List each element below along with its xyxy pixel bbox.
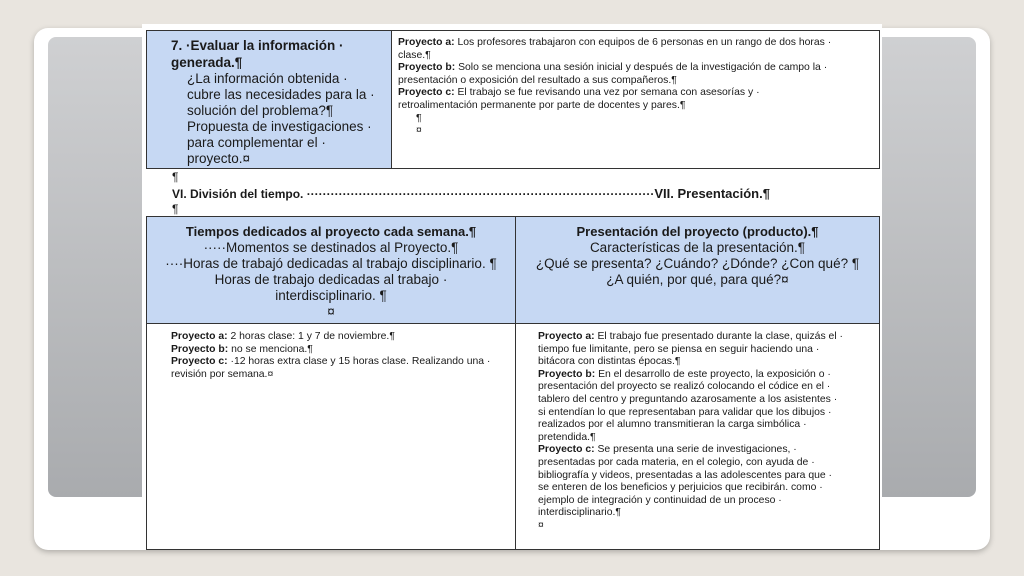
project-c-text: ·12 horas extra clase y 15 horas clase. Realizando una · [230, 356, 491, 368]
pilcrow-top: ¶ [172, 170, 179, 184]
evaluate-line: cubre las necesidades para la · [187, 87, 375, 102]
project-a-line: El trabajo fue presentado durante la clase, quizás el · [597, 331, 843, 342]
pilcrow-bottom: ¶ [172, 202, 179, 216]
project-c-label: Proyecto c: [171, 356, 228, 368]
evaluate-line: proyecto.¤ [187, 151, 251, 166]
project-b-line: realizados por el alumno transmitieran la carga simbólica · [538, 419, 807, 431]
project-a-label: Proyecto a: [398, 37, 455, 48]
project-c-line: interdisciplinario.¶ [538, 507, 621, 519]
project-c-line: Se presenta una serie de investigaciones, · [597, 444, 797, 456]
presentation-header-cell [515, 216, 880, 324]
project-b-text: Solo se menciona una sesión inicial y después de la investigación de campo la · [458, 62, 828, 74]
time-line: Horas de trabajo dedicadas al trabajo · [214, 272, 448, 287]
project-b-text: no se menciona.¶ [231, 343, 313, 355]
time-details-cell [146, 323, 516, 550]
presentation-title: Presentación del proyecto (producto).¶ [576, 224, 819, 239]
project-c-line: presentadas por cada materia, en el colegio, con ayuda de · [538, 456, 815, 468]
pilcrow-mark: ¶ [416, 112, 422, 124]
project-b-label: Proyecto b: [398, 62, 456, 74]
section-time-division: VI. División del tiempo. ······················································································· [172, 187, 655, 201]
project-c-text-cont: retroalimentación permanente por parte de docentes y pares.¶ [398, 99, 686, 111]
project-a-line: bitácora con distintas épocas.¶ [538, 356, 681, 368]
project-c-line: ejemplo de integración y continuidad de un proceso · [538, 494, 782, 506]
section-presentation: VII. Presentación.¶ [654, 186, 770, 201]
project-b-line: tablero del centro y preguntando azarosamente a los asistentes · [538, 393, 838, 405]
evaluate-line: Propuesta de investigaciones · [187, 119, 372, 134]
project-c-label: Proyecto c: [398, 87, 455, 99]
project-c-label: Proyecto c: [538, 444, 595, 456]
time-line: interdisciplinario. ¶ [275, 288, 387, 303]
evaluate-heading-1: 7. ·Evaluar la información · [171, 38, 344, 53]
time-dedicated-header-cell [146, 216, 516, 324]
evaluate-heading-2: generada.¶ [171, 55, 243, 70]
presentation-line: Características de la presentación.¶ [589, 240, 806, 255]
time-line: ·····Momentos se destinados al Proyecto.¶ [203, 240, 459, 255]
cell-end-mark: ¤ [538, 519, 544, 531]
section-headings [172, 186, 770, 201]
project-b-text-cont: presentación o exposición del resultado a sus compañeros.¶ [398, 74, 677, 86]
time-line: ····Horas de trabajó dedicadas al trabajo disciplinario. ¶ [165, 256, 497, 271]
project-c-text-cont: revisión por semana.¤ [171, 368, 274, 380]
time-line: ¤ [327, 304, 335, 319]
project-b-label: Proyecto b: [538, 368, 596, 380]
project-b-line: presentación del proyecto se realizó colocando el códice en el · [538, 381, 831, 393]
projects-evaluation-cell [391, 30, 880, 169]
project-a-text: 2 horas clase: 1 y 7 de noviembre.¶ [230, 331, 395, 342]
project-b-line: pretendida.¶ [538, 431, 596, 443]
evaluate-line: para complementar el · [187, 135, 326, 150]
cell-end-mark: ¤ [416, 125, 422, 137]
evaluate-line: ¿La información obtenida · [187, 71, 348, 86]
project-a-text-cont: clase.¶ [398, 49, 431, 61]
project-b-label: Proyecto b: [171, 343, 229, 355]
document-page [142, 24, 882, 550]
time-dedicated-title: Tiempos dedicados al proyecto cada semana.¶ [185, 224, 477, 239]
project-b-line: si entendían lo que representaban para validar que los dibujos · [538, 406, 832, 418]
project-c-line: bibliografía y videos, presentadas a las adolescentes para que · [538, 469, 833, 481]
evaluate-line: solución del problema?¶ [187, 103, 334, 118]
project-c-text: El trabajo se fue revisando una vez por semana con asesorías y · [457, 87, 760, 99]
project-b-line: En el desarrollo de este proyecto, la exposición o · [598, 368, 831, 380]
presentation-details-cell [515, 323, 880, 550]
evaluate-info-cell [146, 30, 392, 169]
project-c-line: se enteren de los beneficios y perjuicios que recibirán. como · [538, 482, 823, 494]
project-a-text: Los profesores trabajaron con equipos de 6 personas en un rango de dos horas · [457, 37, 832, 48]
project-a-label: Proyecto a: [171, 331, 228, 342]
presentation-line: ¿Qué se presenta? ¿Cuándo? ¿Dónde? ¿Con qué? ¶ [535, 256, 860, 271]
project-a-label: Proyecto a: [538, 331, 595, 342]
presentation-line: ¿A quién, por qué, para qué?¤ [606, 272, 789, 287]
project-a-line: tiempo fue limitante, pero se piensa en seguir haciendo una · [538, 343, 820, 355]
